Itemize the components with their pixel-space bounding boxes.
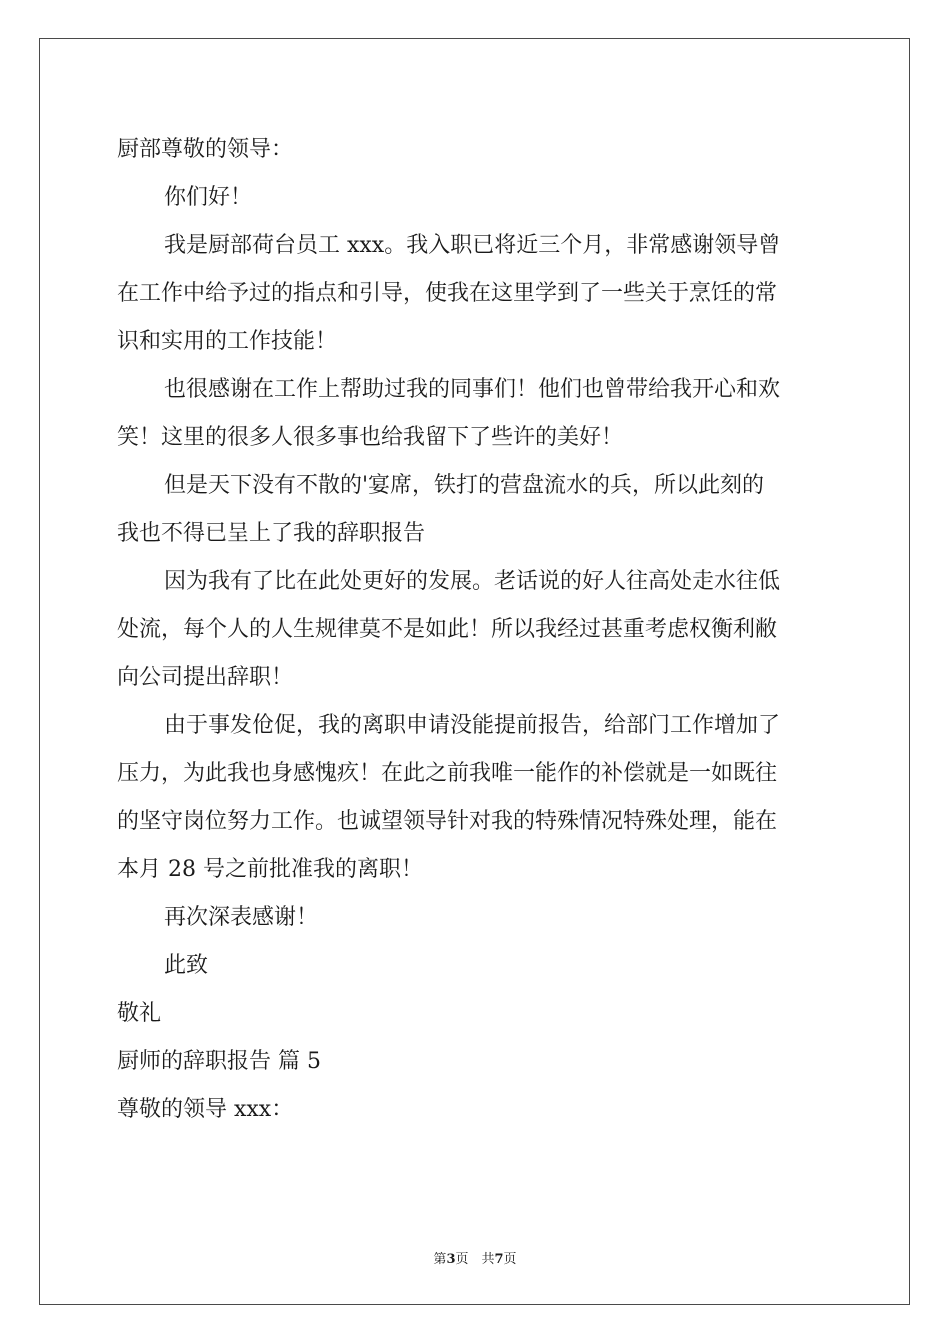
closing-thanks: 再次深表感谢！ bbox=[164, 905, 319, 930]
paragraph-line: 因为我有了比在此处更好的发展。老话说的好人往高处走水往低 bbox=[164, 569, 781, 594]
paragraph-line: 我是厨部荷台员工 xxx。我入职已将近三个月，非常感谢领导曾 bbox=[164, 233, 781, 258]
next-salutation: 尊敬的领导 xxx： bbox=[117, 1097, 294, 1122]
current-page-number: 3 bbox=[446, 1252, 456, 1267]
letter-body bbox=[117, 126, 833, 1134]
paragraph-line: 但是天下没有不散的'宴席，铁打的营盘流水的兵，所以此刻的 bbox=[164, 473, 765, 498]
paragraph-line: 处流，每个人的人生规律莫不是如此！所以我经过甚重考虑权衡利敝 bbox=[117, 617, 778, 642]
closing-cizhi: 此致 bbox=[164, 953, 209, 978]
paragraph-line: 压力，为此我也身感愧疚！在此之前我唯一能作的补偿就是一如既往 bbox=[117, 761, 778, 786]
footer-suffix: 页 bbox=[503, 1252, 517, 1267]
paragraph-line: 的坚守岗位努力工作。也诚望领导针对我的特殊情况特殊处理，能在 bbox=[117, 809, 778, 834]
footer-prefix: 第 bbox=[433, 1252, 447, 1267]
total-page-number: 7 bbox=[494, 1252, 504, 1267]
paragraph-line: 我也不得已呈上了我的辞职报告 bbox=[117, 521, 426, 546]
footer-mid: 页 共 bbox=[455, 1252, 495, 1267]
paragraph-line: 识和实用的工作技能！ bbox=[117, 329, 338, 354]
closing-jingli: 敬礼 bbox=[117, 1001, 162, 1026]
section-heading: 厨师的辞职报告 篇 5 bbox=[117, 1049, 321, 1074]
paragraph-line: 向公司提出辞职！ bbox=[117, 665, 294, 690]
paragraph-line: 笑！这里的很多人很多事也给我留下了些许的美好！ bbox=[117, 425, 624, 450]
page-footer bbox=[0, 1248, 950, 1267]
paragraph-line: 本月 28 号之前批准我的离职！ bbox=[117, 857, 423, 882]
paragraph-line: 也很感谢在工作上帮助过我的同事们！他们也曾带给我开心和欢 bbox=[164, 377, 781, 402]
paragraph-line: 由于事发伧促，我的离职申请没能提前报告，给部门工作增加了 bbox=[164, 713, 781, 738]
salutation: 厨部尊敬的领导： bbox=[117, 137, 294, 162]
greeting: 你们好！ bbox=[164, 185, 253, 210]
paragraph-line: 在工作中给予过的指点和引导，使我在这里学到了一些关于烹饪的常 bbox=[117, 281, 778, 306]
